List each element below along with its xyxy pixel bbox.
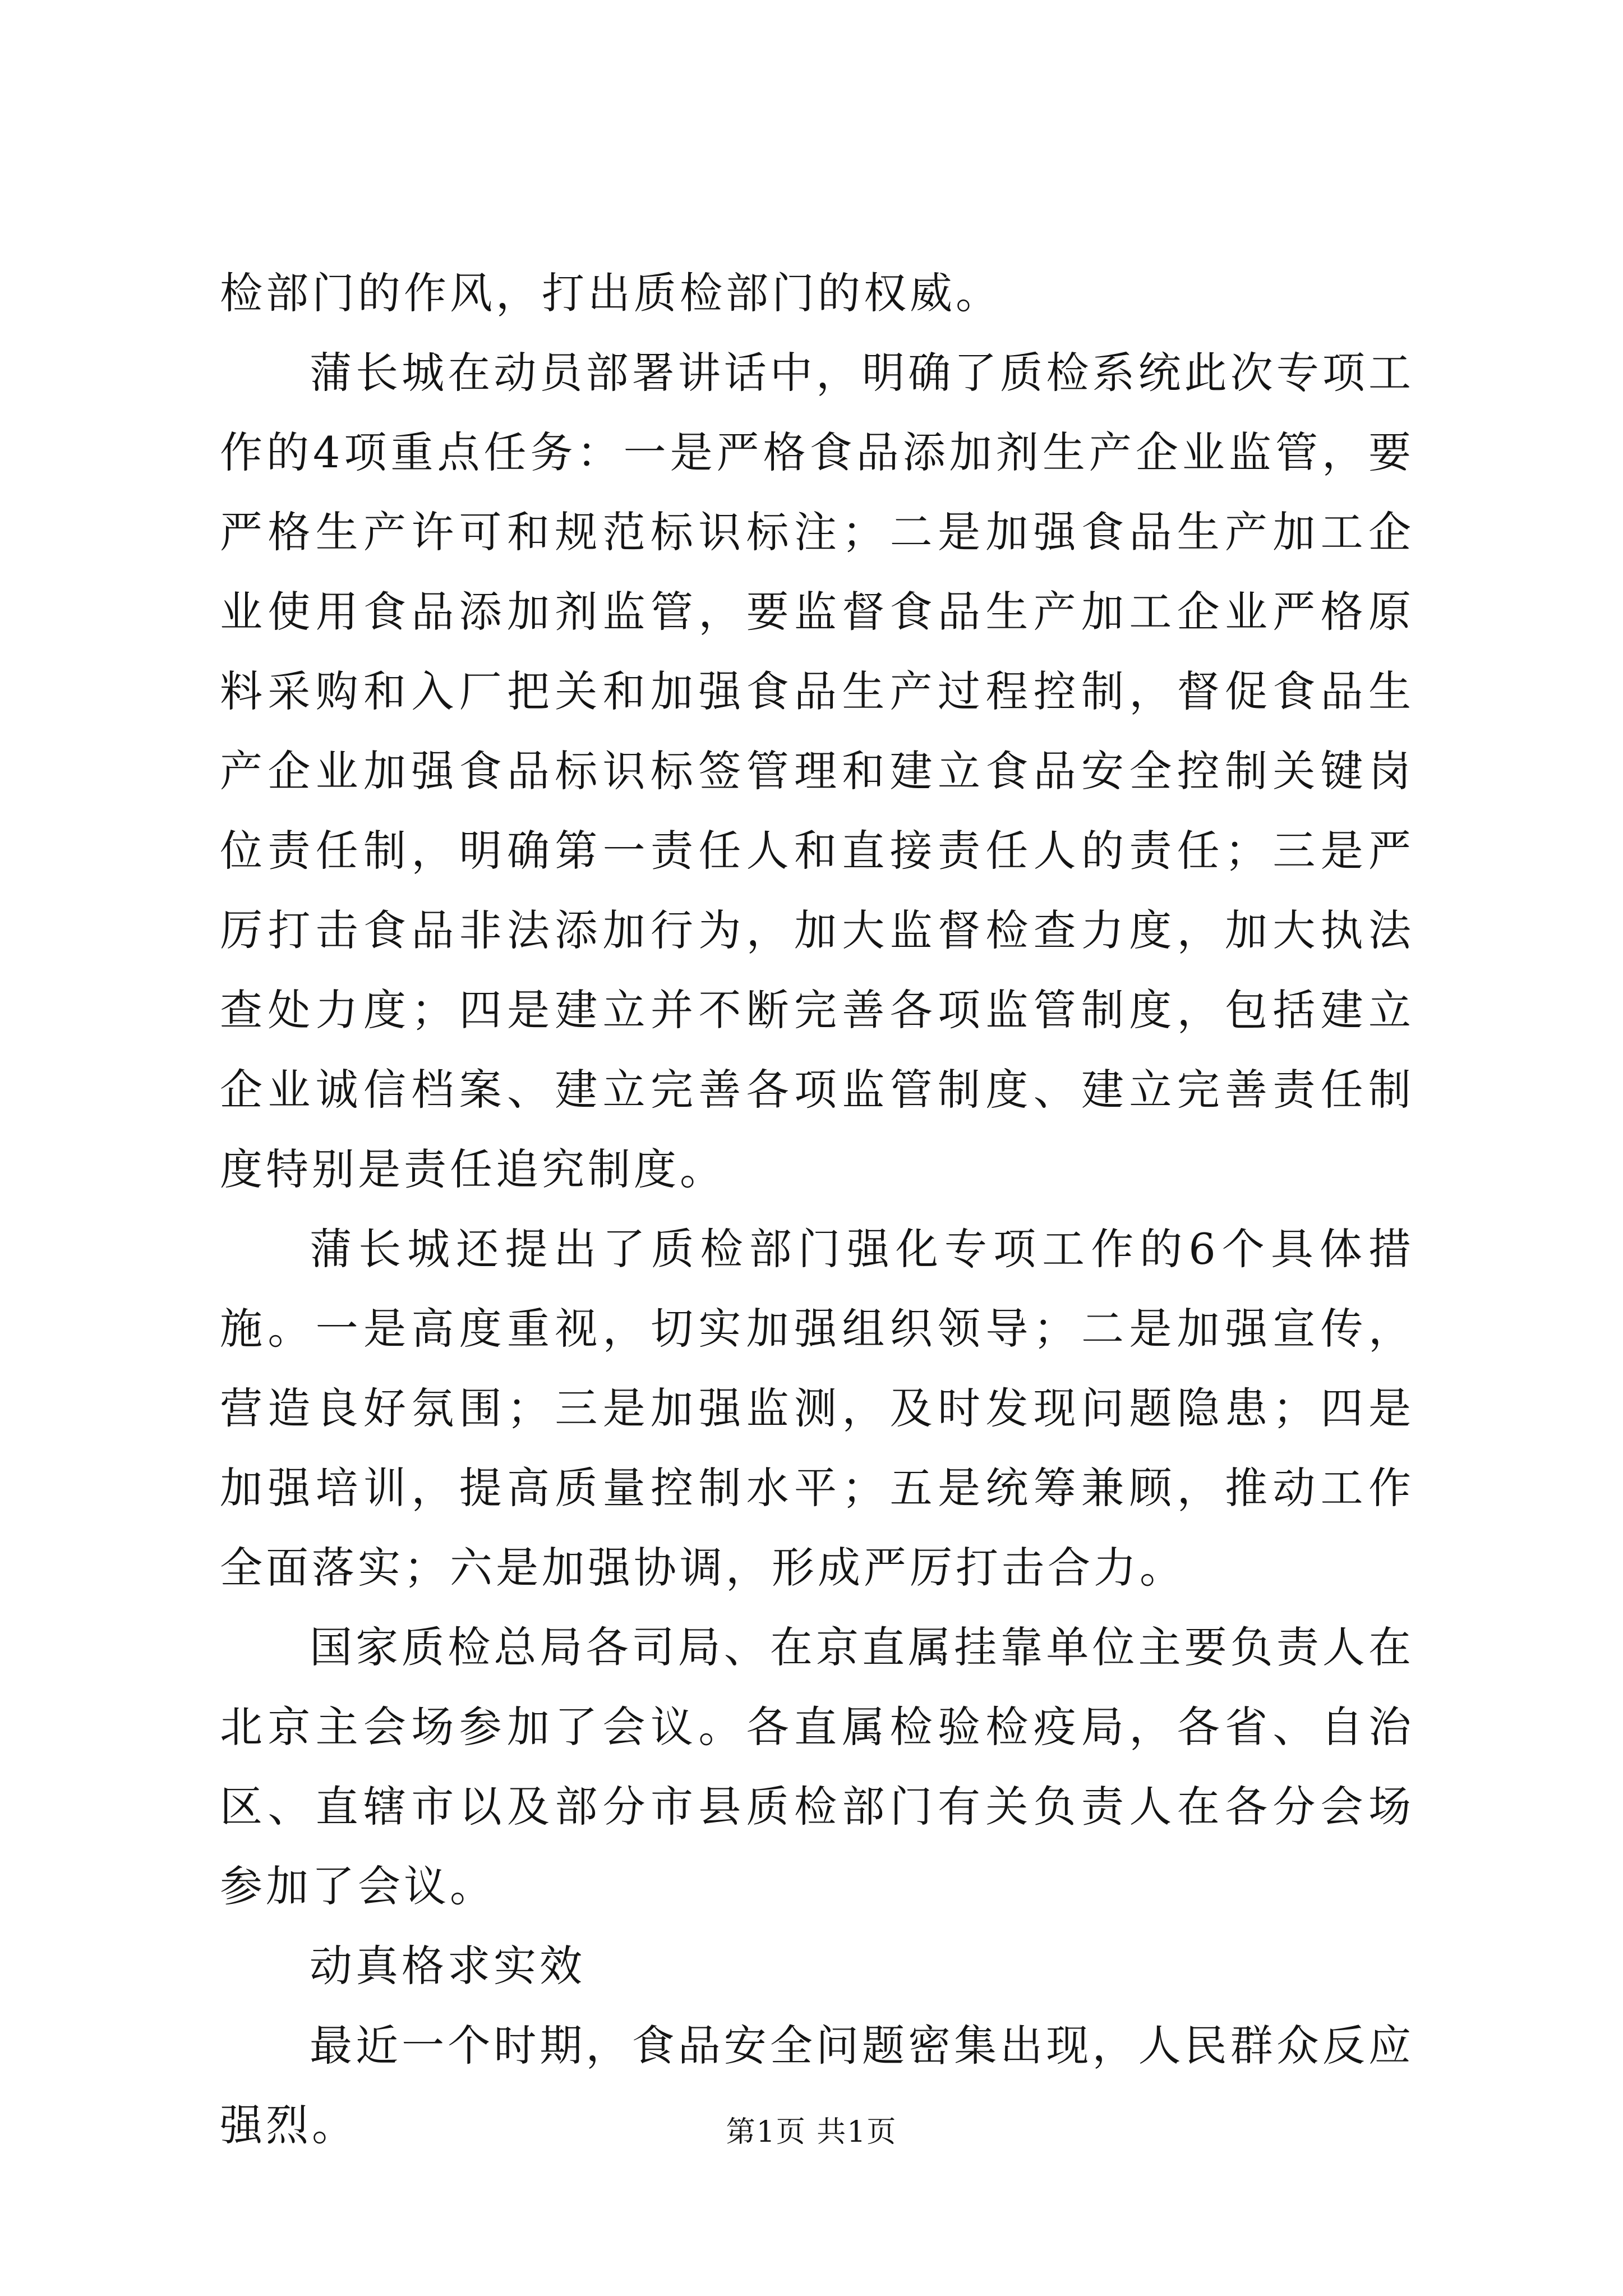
paragraph-recent-period: 最近一个时期，食品安全问题密集出现，人民群众反应强烈。 — [220, 2021, 1414, 2150]
paragraph-measures: 蒲长城还提出了质检部门强化专项工作的6个具体措施。一是高度重视，切实加强组织领导；二是加强宣传，营造良好氛围；三是加强监测，及时发现问题隐患；四是加强培训，提高质量控制水平；五是统筹兼顾，推动工作全面落实；六是加强协调，形成严厉打击合力。 — [220, 1224, 1414, 1593]
page-number-footer: 第1页 共1页 — [726, 2115, 897, 2149]
document-body — [220, 254, 1414, 2165]
paragraph-key-tasks: 蒲长城在动员部署讲话中，明确了质检系统此次专项工作的4项重点任务：一是严格食品添加剂生产企业监管，要严格生产许可和规范标识标注；二是加强食品生产加工企业使用食品添加剂监管，要监督食品生产加工企业严格原料采购和入厂把关和加强食品生产过程控制，督促食品生产企业加强食品标识标签管理和建立食品安全控制关键岗位责任制，明确第一责任人和直接责任人的责任；三是严厉打击食品非法添加行为，加大监督检查力度，加大执法查处力度；四是建立并不断完善各项监管制度，包括建立企业诚信档案、建立完善各项监管制度、建立完善责任制度特别是责任追究制度。 — [220, 348, 1414, 1194]
paragraph-continuation: 检部门的作风，打出质检部门的权威。 — [220, 268, 1002, 318]
paragraph-attendees: 国家质检总局各司局、在京直属挂靠单位主要负责人在北京主会场参加了会议。各直属检验检疫局，各省、自治区、直辖市以及部分市县质检部门有关负责人在各分会场参加了会议。 — [220, 1622, 1414, 1911]
section-heading: 动真格求实效 — [310, 1941, 585, 1991]
